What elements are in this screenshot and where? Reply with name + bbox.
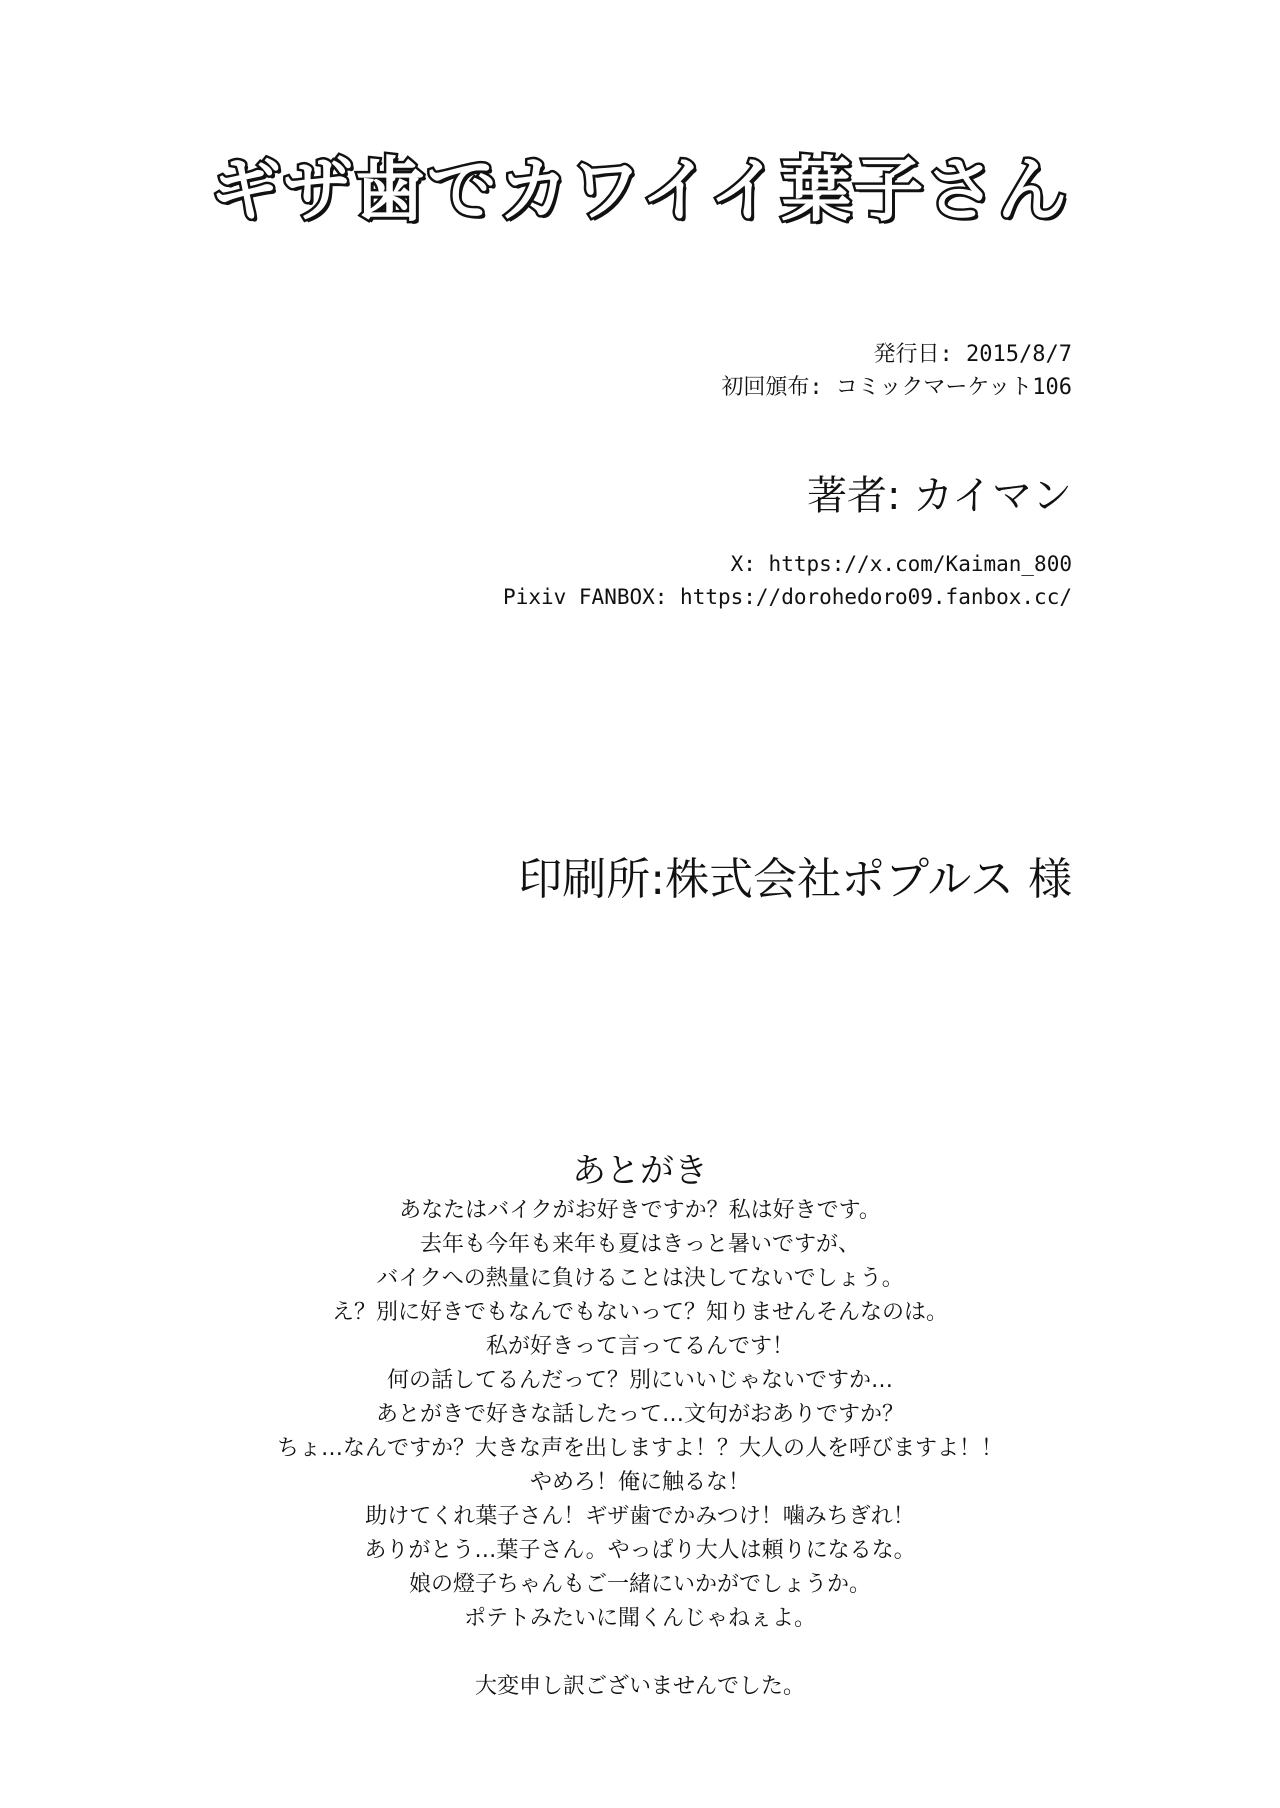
afterword-lines	[0, 1194, 1280, 1636]
author-line: 著者: カイマン	[807, 473, 1072, 519]
afterword-line: 何の話してるんだって？別にいいじゃないですか…	[386, 1368, 893, 1393]
publication-info	[721, 338, 1072, 404]
afterword-line: ありがとう…葉子さん。やっぱり大人は頼りになるな。	[364, 1538, 916, 1563]
author-links	[503, 548, 1072, 614]
afterword-line: バイクへの熱量に負けることは決してないでしょう。	[376, 1266, 904, 1291]
afterword-closing: 大変申し訳ございませんでした。	[474, 1674, 805, 1699]
afterword-line: え？別に好きでもなんでもないって？知りませんそんなのは。	[331, 1300, 948, 1325]
afterword-line: ちょ…なんですか？大きな声を出しますよ！？大人の人を呼びますよ！！	[276, 1436, 1003, 1461]
afterword-heading: あとがき	[572, 1151, 708, 1191]
afterword-line: 助けてくれ葉子さん！ギザ歯でかみつけ！噛みちぎれ！	[365, 1504, 915, 1529]
issue-date: 発行日: 2015/8/7	[873, 342, 1072, 367]
afterword-line: ポテトみたいに聞くんじゃねぇよ。	[463, 1606, 816, 1631]
first-distribution: 初回頒布: コミックマーケット106	[721, 375, 1072, 400]
book-title: ギザ歯でカワイイ葉子さん	[210, 149, 1070, 231]
afterword-line: 私が好きって言ってるんです！	[485, 1334, 794, 1359]
afterword-line: 去年も今年も来年も夏はきっと暑いですが、	[419, 1232, 860, 1257]
printer-line: 印刷所:株式会社ポプルス 様	[518, 854, 1072, 905]
afterword-line: あとがきで好きな話したって…文句がおありですか？	[375, 1402, 904, 1427]
afterword-line: やめろ！俺に触るな！	[529, 1470, 750, 1495]
fanbox-link[interactable]: Pixiv FANBOX: https://dorohedoro09.fanbox.cc/	[503, 585, 1072, 609]
afterword-section	[0, 1148, 1280, 1704]
x-link[interactable]: X: https://x.com/Kaiman_800	[730, 552, 1072, 576]
afterword-line: あなたはバイクがお好きですか？私は好きです。	[399, 1198, 881, 1223]
afterword-line: 娘の燈子ちゃんもご一緒にいかがでしょうか。	[408, 1572, 871, 1597]
